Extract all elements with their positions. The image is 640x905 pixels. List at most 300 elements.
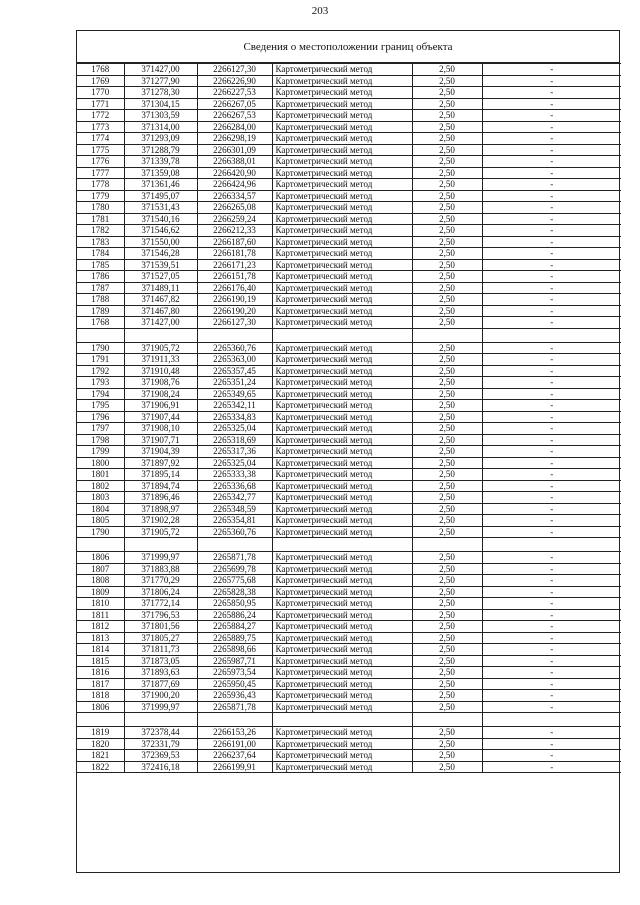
coordinates-table [77, 63, 621, 773]
section-separator [77, 328, 621, 342]
accuracy-cell: 2,50 [412, 727, 482, 739]
table-row [77, 667, 621, 679]
description-cell: - [482, 236, 621, 248]
coord-y-cell: 2266190,20 [197, 305, 272, 317]
coord-x-cell: 371427,00 [124, 317, 197, 329]
coord-x-cell: 371904,39 [124, 446, 197, 458]
method-cell: Картометрический метод [272, 121, 412, 133]
table-row [77, 305, 621, 317]
coord-y-cell: 2266284,00 [197, 121, 272, 133]
coord-x-cell: 371489,11 [124, 282, 197, 294]
coord-x-cell: 371772,14 [124, 598, 197, 610]
description-cell: - [482, 423, 621, 435]
point-number-cell: 1817 [77, 678, 124, 690]
method-cell: Картометрический метод [272, 377, 412, 389]
method-cell: Картометрический метод [272, 492, 412, 504]
point-number-cell: 1781 [77, 213, 124, 225]
table-row [77, 469, 621, 481]
table-row [77, 75, 621, 87]
point-number-cell: 1769 [77, 75, 124, 87]
accuracy-cell: 2,50 [412, 259, 482, 271]
coord-x-cell: 371883,88 [124, 563, 197, 575]
table-row [77, 87, 621, 99]
table-row [77, 144, 621, 156]
empty-cell [482, 713, 621, 727]
description-cell: - [482, 632, 621, 644]
accuracy-cell: 2,50 [412, 586, 482, 598]
coord-y-cell: 2265354,81 [197, 515, 272, 527]
point-number-cell: 1782 [77, 225, 124, 237]
point-number-cell: 1813 [77, 632, 124, 644]
coord-y-cell: 2265360,76 [197, 342, 272, 354]
method-cell: Картометрический метод [272, 503, 412, 515]
coord-x-cell: 371796,53 [124, 609, 197, 621]
method-cell: Картометрический метод [272, 202, 412, 214]
table-row [77, 282, 621, 294]
accuracy-cell: 2,50 [412, 434, 482, 446]
method-cell: Картометрический метод [272, 667, 412, 679]
method-cell: Картометрический метод [272, 690, 412, 702]
description-cell: - [482, 271, 621, 283]
table-row [77, 632, 621, 644]
table-row [77, 294, 621, 306]
point-number-cell: 1807 [77, 563, 124, 575]
coord-x-cell: 371908,76 [124, 377, 197, 389]
coord-x-cell: 371908,24 [124, 388, 197, 400]
coord-y-cell: 2266388,01 [197, 156, 272, 168]
method-cell: Картометрический метод [272, 727, 412, 739]
accuracy-cell: 2,50 [412, 294, 482, 306]
accuracy-cell: 2,50 [412, 411, 482, 423]
table-row [77, 98, 621, 110]
coord-x-cell: 371495,07 [124, 190, 197, 202]
table-row [77, 365, 621, 377]
coord-x-cell: 371896,46 [124, 492, 197, 504]
coord-y-cell: 2265325,04 [197, 423, 272, 435]
point-number-cell: 1785 [77, 259, 124, 271]
point-number-cell: 1778 [77, 179, 124, 191]
method-cell: Картометрический метод [272, 156, 412, 168]
coord-x-cell: 371910,48 [124, 365, 197, 377]
method-cell: Картометрический метод [272, 317, 412, 329]
section-separator [77, 538, 621, 552]
coord-y-cell: 2266199,91 [197, 761, 272, 773]
coord-y-cell: 2266259,24 [197, 213, 272, 225]
description-cell: - [482, 434, 621, 446]
method-cell: Картометрический метод [272, 621, 412, 633]
method-cell: Картометрический метод [272, 110, 412, 122]
accuracy-cell: 2,50 [412, 236, 482, 248]
coord-y-cell: 2266187,60 [197, 236, 272, 248]
point-number-cell: 1821 [77, 750, 124, 762]
coord-x-cell: 371467,80 [124, 305, 197, 317]
point-number-cell: 1819 [77, 727, 124, 739]
accuracy-cell: 2,50 [412, 156, 482, 168]
accuracy-cell: 2,50 [412, 667, 482, 679]
accuracy-cell: 2,50 [412, 552, 482, 564]
table-row [77, 400, 621, 412]
point-number-cell: 1798 [77, 434, 124, 446]
method-cell: Картометрический метод [272, 563, 412, 575]
accuracy-cell: 2,50 [412, 400, 482, 412]
description-cell: - [482, 678, 621, 690]
coord-y-cell: 2265884,27 [197, 621, 272, 633]
description-cell: - [482, 586, 621, 598]
table-row [77, 575, 621, 587]
description-cell: - [482, 202, 621, 214]
description-cell: - [482, 377, 621, 389]
table-row [77, 225, 621, 237]
point-number-cell: 1818 [77, 690, 124, 702]
point-number-cell: 1809 [77, 586, 124, 598]
empty-cell [272, 713, 412, 727]
table-row [77, 761, 621, 773]
coord-x-cell: 371278,30 [124, 87, 197, 99]
method-cell: Картометрический метод [272, 750, 412, 762]
table-row [77, 167, 621, 179]
coord-x-cell: 371911,33 [124, 354, 197, 366]
coord-x-cell: 372416,18 [124, 761, 197, 773]
description-cell: - [482, 248, 621, 260]
description-cell: - [482, 411, 621, 423]
coord-y-cell: 2266191,00 [197, 738, 272, 750]
table-row [77, 586, 621, 598]
coord-y-cell: 2265936,43 [197, 690, 272, 702]
accuracy-cell: 2,50 [412, 738, 482, 750]
table-row [77, 411, 621, 423]
point-number-cell: 1796 [77, 411, 124, 423]
method-cell: Картометрический метод [272, 457, 412, 469]
accuracy-cell: 2,50 [412, 121, 482, 133]
description-cell: - [482, 446, 621, 458]
point-number-cell: 1779 [77, 190, 124, 202]
description-cell: - [482, 225, 621, 237]
coord-x-cell: 371898,97 [124, 503, 197, 515]
coord-x-cell: 371361,46 [124, 179, 197, 191]
method-cell: Картометрический метод [272, 575, 412, 587]
table-row [77, 434, 621, 446]
description-cell: - [482, 259, 621, 271]
method-cell: Картометрический метод [272, 526, 412, 538]
point-number-cell: 1771 [77, 98, 124, 110]
table-row [77, 701, 621, 713]
accuracy-cell: 2,50 [412, 701, 482, 713]
coord-x-cell: 371304,15 [124, 98, 197, 110]
description-cell: - [482, 644, 621, 656]
accuracy-cell: 2,50 [412, 87, 482, 99]
accuracy-cell: 2,50 [412, 503, 482, 515]
method-cell: Картометрический метод [272, 342, 412, 354]
accuracy-cell: 2,50 [412, 480, 482, 492]
description-cell: - [482, 400, 621, 412]
coord-y-cell: 2266298,19 [197, 133, 272, 145]
coord-x-cell: 371293,09 [124, 133, 197, 145]
description-cell: - [482, 563, 621, 575]
coord-x-cell: 371999,97 [124, 701, 197, 713]
description-cell: - [482, 98, 621, 110]
accuracy-cell: 2,50 [412, 190, 482, 202]
point-number-cell: 1786 [77, 271, 124, 283]
empty-cell [412, 538, 482, 552]
table-row [77, 271, 621, 283]
point-number-cell: 1814 [77, 644, 124, 656]
coord-x-cell: 371314,00 [124, 121, 197, 133]
coord-y-cell: 2266212,33 [197, 225, 272, 237]
coord-x-cell: 371877,69 [124, 678, 197, 690]
description-cell: - [482, 727, 621, 739]
table-row [77, 156, 621, 168]
table-row [77, 492, 621, 504]
method-cell: Картометрический метод [272, 236, 412, 248]
coord-y-cell: 2265317,36 [197, 446, 272, 458]
point-number-cell: 1791 [77, 354, 124, 366]
empty-cell [197, 713, 272, 727]
coord-y-cell: 2266171,23 [197, 259, 272, 271]
description-cell: - [482, 655, 621, 667]
section-separator [77, 713, 621, 727]
method-cell: Картометрический метод [272, 190, 412, 202]
coord-y-cell: 2266151,78 [197, 271, 272, 283]
accuracy-cell: 2,50 [412, 469, 482, 481]
coord-y-cell: 2266301,09 [197, 144, 272, 156]
accuracy-cell: 2,50 [412, 365, 482, 377]
coord-x-cell: 371811,73 [124, 644, 197, 656]
point-number-cell: 1805 [77, 515, 124, 527]
accuracy-cell: 2,50 [412, 317, 482, 329]
accuracy-cell: 2,50 [412, 75, 482, 87]
point-number-cell: 1795 [77, 400, 124, 412]
coord-x-cell: 371894,74 [124, 480, 197, 492]
table-row [77, 342, 621, 354]
empty-cell [482, 538, 621, 552]
coord-y-cell: 2266267,53 [197, 110, 272, 122]
accuracy-cell: 2,50 [412, 690, 482, 702]
description-cell: - [482, 761, 621, 773]
coord-y-cell: 2265318,69 [197, 434, 272, 446]
point-number-cell: 1784 [77, 248, 124, 260]
accuracy-cell: 2,50 [412, 354, 482, 366]
description-cell: - [482, 179, 621, 191]
description-cell: - [482, 282, 621, 294]
accuracy-cell: 2,50 [412, 271, 482, 283]
coord-y-cell: 2265363,00 [197, 354, 272, 366]
description-cell: - [482, 621, 621, 633]
method-cell: Картометрический метод [272, 515, 412, 527]
point-number-cell: 1783 [77, 236, 124, 248]
description-cell: - [482, 598, 621, 610]
description-cell: - [482, 133, 621, 145]
description-cell: - [482, 609, 621, 621]
coord-x-cell: 371546,62 [124, 225, 197, 237]
point-number-cell: 1804 [77, 503, 124, 515]
description-cell: - [482, 64, 621, 76]
point-number-cell: 1793 [77, 377, 124, 389]
point-number-cell: 1799 [77, 446, 124, 458]
description-cell: - [482, 365, 621, 377]
point-number-cell: 1790 [77, 342, 124, 354]
coord-x-cell: 371539,51 [124, 259, 197, 271]
coord-x-cell: 371467,82 [124, 294, 197, 306]
table-row [77, 423, 621, 435]
point-number-cell: 1815 [77, 655, 124, 667]
point-number-cell: 1811 [77, 609, 124, 621]
point-number-cell: 1787 [77, 282, 124, 294]
method-cell: Картометрический метод [272, 64, 412, 76]
coord-x-cell: 371902,28 [124, 515, 197, 527]
table-row [77, 64, 621, 76]
coord-x-cell: 371801,56 [124, 621, 197, 633]
accuracy-cell: 2,50 [412, 213, 482, 225]
coord-y-cell: 2265351,24 [197, 377, 272, 389]
point-number-cell: 1770 [77, 87, 124, 99]
coord-x-cell: 372378,44 [124, 727, 197, 739]
description-cell: - [482, 87, 621, 99]
coord-y-cell: 2265357,45 [197, 365, 272, 377]
coord-x-cell: 371805,27 [124, 632, 197, 644]
method-cell: Картометрический метод [272, 133, 412, 145]
coord-x-cell: 371873,05 [124, 655, 197, 667]
accuracy-cell: 2,50 [412, 423, 482, 435]
accuracy-cell: 2,50 [412, 110, 482, 122]
description-cell: - [482, 526, 621, 538]
point-number-cell: 1801 [77, 469, 124, 481]
coord-x-cell: 371288,79 [124, 144, 197, 156]
description-cell: - [482, 156, 621, 168]
accuracy-cell: 2,50 [412, 598, 482, 610]
method-cell: Картометрический метод [272, 271, 412, 283]
description-cell: - [482, 354, 621, 366]
empty-cell [412, 713, 482, 727]
table-row [77, 354, 621, 366]
description-cell: - [482, 342, 621, 354]
description-cell: - [482, 690, 621, 702]
coord-x-cell: 371906,91 [124, 400, 197, 412]
description-cell: - [482, 167, 621, 179]
table-row [77, 190, 621, 202]
method-cell: Картометрический метод [272, 365, 412, 377]
empty-cell [197, 328, 272, 342]
coord-x-cell: 371339,78 [124, 156, 197, 168]
accuracy-cell: 2,50 [412, 167, 482, 179]
point-number-cell: 1806 [77, 552, 124, 564]
accuracy-cell: 2,50 [412, 761, 482, 773]
empty-cell [77, 713, 124, 727]
point-number-cell: 1775 [77, 144, 124, 156]
accuracy-cell: 2,50 [412, 563, 482, 575]
coord-y-cell: 2265342,77 [197, 492, 272, 504]
description-cell: - [482, 388, 621, 400]
coord-y-cell: 2265349,65 [197, 388, 272, 400]
table-row [77, 446, 621, 458]
coord-y-cell: 2265898,66 [197, 644, 272, 656]
coord-y-cell: 2265889,75 [197, 632, 272, 644]
point-number-cell: 1790 [77, 526, 124, 538]
method-cell: Картометрический метод [272, 480, 412, 492]
point-number-cell: 1820 [77, 738, 124, 750]
coord-x-cell: 371427,00 [124, 64, 197, 76]
method-cell: Картометрический метод [272, 354, 412, 366]
method-cell: Картометрический метод [272, 761, 412, 773]
coord-x-cell: 371907,71 [124, 434, 197, 446]
table-row [77, 377, 621, 389]
description-cell: - [482, 552, 621, 564]
point-number-cell: 1794 [77, 388, 124, 400]
coord-y-cell: 2265342,11 [197, 400, 272, 412]
empty-cell [272, 328, 412, 342]
accuracy-cell: 2,50 [412, 144, 482, 156]
coord-x-cell: 371907,44 [124, 411, 197, 423]
method-cell: Картометрический метод [272, 411, 412, 423]
table-row [77, 750, 621, 762]
table-row [77, 503, 621, 515]
table-title: Сведения о местоположении границ объекта [77, 31, 619, 63]
coord-y-cell: 2266227,53 [197, 87, 272, 99]
point-number-cell: 1806 [77, 701, 124, 713]
point-number-cell: 1780 [77, 202, 124, 214]
description-cell: - [482, 317, 621, 329]
table-row [77, 480, 621, 492]
table-row [77, 621, 621, 633]
accuracy-cell: 2,50 [412, 446, 482, 458]
description-cell: - [482, 480, 621, 492]
coord-x-cell: 371900,20 [124, 690, 197, 702]
description-cell: - [482, 515, 621, 527]
point-number-cell: 1816 [77, 667, 124, 679]
coord-x-cell: 371770,29 [124, 575, 197, 587]
point-number-cell: 1810 [77, 598, 124, 610]
coord-y-cell: 2265973,54 [197, 667, 272, 679]
method-cell: Картометрический метод [272, 179, 412, 191]
point-number-cell: 1803 [77, 492, 124, 504]
coord-x-cell: 371303,59 [124, 110, 197, 122]
coord-y-cell: 2265336,68 [197, 480, 272, 492]
table-row [77, 202, 621, 214]
point-number-cell: 1797 [77, 423, 124, 435]
table-row [77, 552, 621, 564]
accuracy-cell: 2,50 [412, 248, 482, 260]
coord-y-cell: 2265775,68 [197, 575, 272, 587]
accuracy-cell: 2,50 [412, 457, 482, 469]
table-row [77, 457, 621, 469]
empty-cell [124, 328, 197, 342]
coord-y-cell: 2265850,95 [197, 598, 272, 610]
point-number-cell: 1774 [77, 133, 124, 145]
method-cell: Картометрический метод [272, 294, 412, 306]
accuracy-cell: 2,50 [412, 98, 482, 110]
coord-y-cell: 2266190,19 [197, 294, 272, 306]
point-number-cell: 1800 [77, 457, 124, 469]
coord-x-cell: 371277,90 [124, 75, 197, 87]
table-row [77, 738, 621, 750]
point-number-cell: 1768 [77, 64, 124, 76]
coord-y-cell: 2266424,96 [197, 179, 272, 191]
coord-x-cell: 371999,97 [124, 552, 197, 564]
table-row [77, 179, 621, 191]
coord-x-cell: 371527,05 [124, 271, 197, 283]
method-cell: Картометрический метод [272, 434, 412, 446]
point-number-cell: 1812 [77, 621, 124, 633]
point-number-cell: 1822 [77, 761, 124, 773]
point-number-cell: 1802 [77, 480, 124, 492]
method-cell: Картометрический метод [272, 213, 412, 225]
empty-cell [412, 328, 482, 342]
coord-x-cell: 371893,63 [124, 667, 197, 679]
accuracy-cell: 2,50 [412, 609, 482, 621]
accuracy-cell: 2,50 [412, 202, 482, 214]
description-cell: - [482, 294, 621, 306]
method-cell: Картометрический метод [272, 75, 412, 87]
table-row [77, 526, 621, 538]
